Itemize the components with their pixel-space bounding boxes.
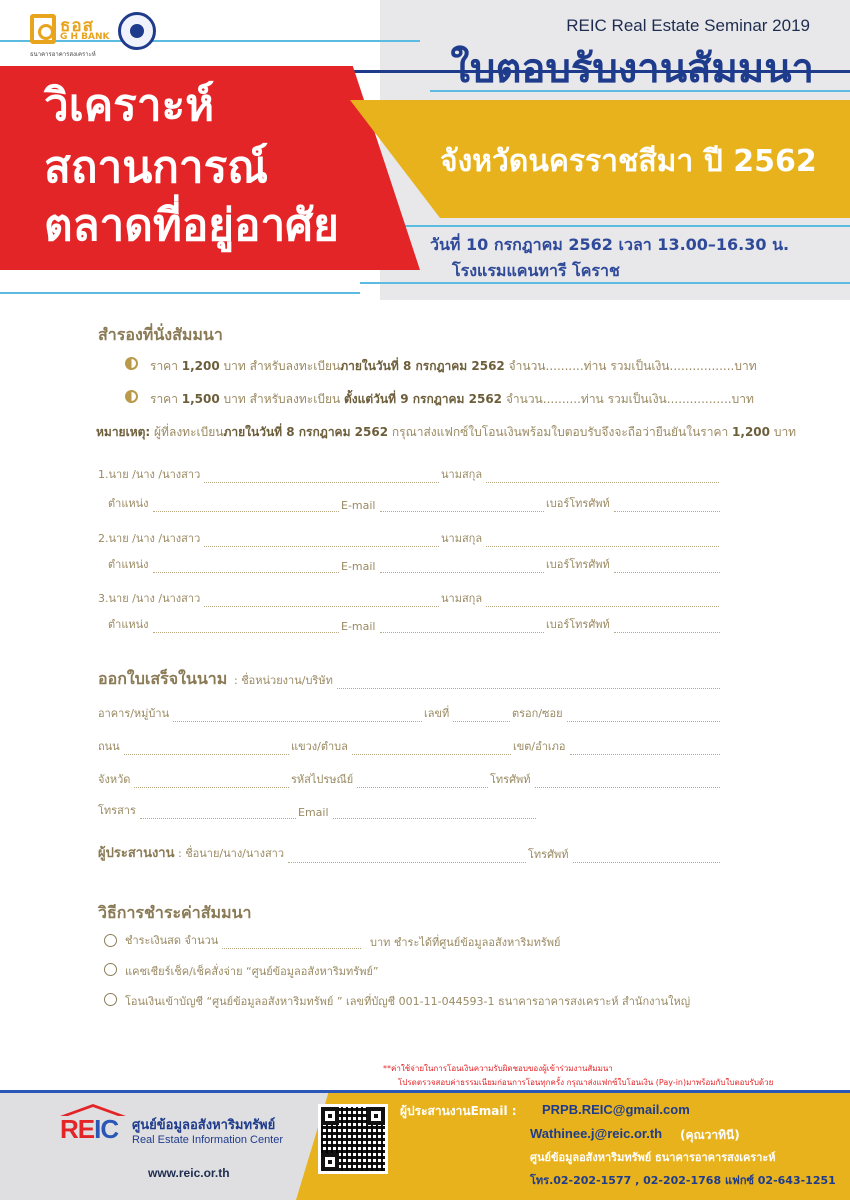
invoice-email-field[interactable]: Email	[298, 801, 538, 819]
reserve-title: สำรองที่นั่งสัมมนา	[98, 325, 223, 344]
reic-wordmark: REIC	[60, 1114, 119, 1144]
attendee-3-position-field[interactable]: ตำแหน่ง	[108, 615, 341, 633]
seal-icon	[118, 12, 156, 50]
invoice-postcode-field[interactable]: รหัสไปรษณีย์	[291, 770, 490, 788]
attendee-2-surname-field[interactable]: นามสกุล	[441, 529, 721, 547]
contact-label: ผู้ประสานงานEmail :	[400, 1104, 517, 1118]
event-date: วันที่ 10 กรกฎาคม 2562 เวลา 13.00–16.30 น.	[430, 235, 790, 254]
attendee-1-name-field[interactable]: 1.นาย /นาง /นางสาว	[98, 465, 441, 483]
attendee-2-name-field[interactable]: 2.นาย /นาง /นางสาว	[98, 529, 441, 547]
price-option-1-text: ราคา 1,200 บาท สำหรับลงทะเบียนภายในวันที่ 8 กรกฎาคม 2562 จำนวน..........ท่าน รวมเป็นเงิน.................บาท	[150, 359, 757, 373]
contact-organization: ศูนย์ข้อมูลอสังหาริมทรัพย์ ธนาคารอาคารสงเคราะห์	[530, 1151, 776, 1164]
attendee-1-email-field[interactable]: E-mail	[341, 494, 546, 512]
footer-note-1: **ค่าใช้จ่ายในการโอนเงินความรับผิดชอบของผู้เข้าร่วมงานสัมมนา	[383, 1064, 613, 1073]
ghb-logo-name: ธอส	[60, 16, 94, 36]
contact-email-2[interactable]: Wathinee.j@reic.or.th	[530, 1126, 663, 1141]
province-title: จังหวัดนครราชสีมา ปี 2562	[440, 144, 817, 179]
invoice-number-field[interactable]: เลขที่	[424, 704, 512, 722]
contact-email-1[interactable]: PRPB.REIC@gmail.com	[542, 1102, 690, 1117]
invoice-district-field[interactable]: เขต/อำเภอ	[513, 737, 722, 755]
attendee-3-phone-field[interactable]: เบอร์โทรศัพท์	[546, 615, 722, 633]
invoice-org-field[interactable]: : ชื่อหน่วยงาน/บริษัท	[234, 671, 722, 689]
deco-line	[0, 292, 360, 294]
coordinator-name-field[interactable]: ผู้ประสานงาน : ชื่อนาย/นาง/นางสาว	[98, 845, 528, 863]
payment-title: วิธีการชำระค่าสัมมนา	[98, 903, 252, 922]
event-venue: โรงแรมแคนทารี โคราช	[452, 261, 620, 280]
reic-name-th: ศูนย์ข้อมูลอสังหาริมทรัพย์	[132, 1118, 276, 1133]
coordinator-phone-field[interactable]: โทรศัพท์	[528, 845, 722, 863]
ghb-logo	[30, 12, 112, 60]
reic-name-en: Real Estate Information Center	[132, 1134, 284, 1146]
website-link[interactable]: www.reic.or.th	[148, 1166, 230, 1180]
ghb-house-icon	[30, 14, 56, 44]
invoice-road-field[interactable]: ถนน	[98, 737, 291, 755]
price-option-2-text: ราคา 1,500 บาท สำหรับลงทะเบียน ตั้งแต่วันที่ 9 กรกฎาคม 2562 จำนวน..........ท่าน รวมเป็นเงิน.................บาท	[150, 392, 754, 406]
payment-cheque-text: แคชเชียร์เช็ค/เช็คสั่งจ่าย “ศูนย์ข้อมูลอสังหาริมทรัพย์”	[125, 965, 379, 978]
invoice-province-field[interactable]: จังหวัด	[98, 770, 291, 788]
payment-cheque-radio[interactable]	[104, 963, 117, 976]
invoice-alley-field[interactable]: ตรอก/ซอย	[512, 704, 722, 722]
deco-line	[380, 225, 850, 227]
attendee-3-surname-field[interactable]: นามสกุล	[441, 589, 721, 607]
reic-logo	[60, 1104, 300, 1152]
invoice-title: ออกใบเสร็จในนาม	[98, 669, 228, 688]
registration-form	[0, 305, 850, 1045]
attendee-3-name-field[interactable]: 3.นาย /นาง /นางสาว	[98, 589, 441, 607]
payment-cash-amount-field[interactable]: ชำระเงินสด จำนวน	[125, 931, 363, 949]
footer	[0, 1050, 850, 1200]
attendee-1-position-field[interactable]: ตำแหน่ง	[108, 494, 341, 512]
attendee-2-position-field[interactable]: ตำแหน่ง	[108, 555, 341, 573]
main-title-line-3: ตลาดที่อยู่อาศัย	[44, 200, 339, 251]
invoice-building-field[interactable]: อาคาร/หมู่บ้าน	[98, 704, 424, 722]
payment-cash-radio[interactable]	[104, 934, 117, 947]
attendee-2-phone-field[interactable]: เบอร์โทรศัพท์	[546, 555, 722, 573]
main-title-line-1: วิเคราะห์	[44, 80, 215, 131]
attendee-2-email-field[interactable]: E-mail	[341, 555, 546, 573]
seminar-title: ใบตอบรับงานสัมมนา	[450, 46, 814, 92]
invoice-subdistrict-field[interactable]: แขวง/ตำบล	[291, 737, 513, 755]
attendee-1-surname-field[interactable]: นามสกุล	[441, 465, 721, 483]
attendee-3-email-field[interactable]: E-mail	[341, 615, 546, 633]
payment-transfer-radio[interactable]	[104, 993, 117, 1006]
price-option-2-radio[interactable]	[125, 390, 138, 403]
price-option-1-radio[interactable]	[125, 357, 138, 370]
contact-person: (คุณวาทินี)	[680, 1128, 740, 1142]
qr-code-icon	[318, 1104, 388, 1174]
invoice-fax-field[interactable]: โทรสาร	[98, 801, 298, 819]
ghb-logo-sub: G H BANK	[60, 32, 110, 42]
attendee-1-phone-field[interactable]: เบอร์โทรศัพท์	[546, 494, 722, 512]
reserve-note: หมายเหตุ: ผู้ที่ลงทะเบียนภายในวันที่ 8 กรกฎาคม 2562 กรุณาส่งแฟกซ์ใบโอนเงินพร้อมใบตอบรับจึงจะถือว่ายืนยันในราคา 1,200 บาท	[96, 425, 797, 439]
payment-cash-text: บาท ชำระได้ที่ศูนย์ข้อมูลอสังหาริมทรัพย์	[370, 936, 561, 949]
main-title-line-2: สถานการณ์	[44, 142, 269, 193]
footer-note-2: โปรดตรวจสอบค่าธรรมเนียมก่อนการโอนทุกครั้ง กรุณาส่งแฟกซ์ใบโอนเงิน (Pay-in)มาพร้อมกับใบตอบรับด้วย	[398, 1078, 774, 1087]
contact-phone: โทร.02-202-1577 , 02-202-1768 แฟกซ์ 02-643-1251	[530, 1174, 836, 1187]
header	[0, 0, 850, 305]
invoice-phone-field[interactable]: โทรศัพท์	[490, 770, 722, 788]
payment-transfer-text: โอนเงินเข้าบัญชี “ศูนย์ข้อมูลอสังหาริมทรัพย์ ” เลขที่บัญชี 001-11-044593-1 ธนาคารอาคารสงเคราะห์ สำนักงานใหญ่	[125, 995, 691, 1008]
seminar-subtitle: REIC Real Estate Seminar 2019	[566, 16, 810, 35]
ghb-logo-small: ธนาคารอาคารสงเคราะห์	[30, 51, 96, 58]
footer-blue-line	[0, 1090, 850, 1093]
